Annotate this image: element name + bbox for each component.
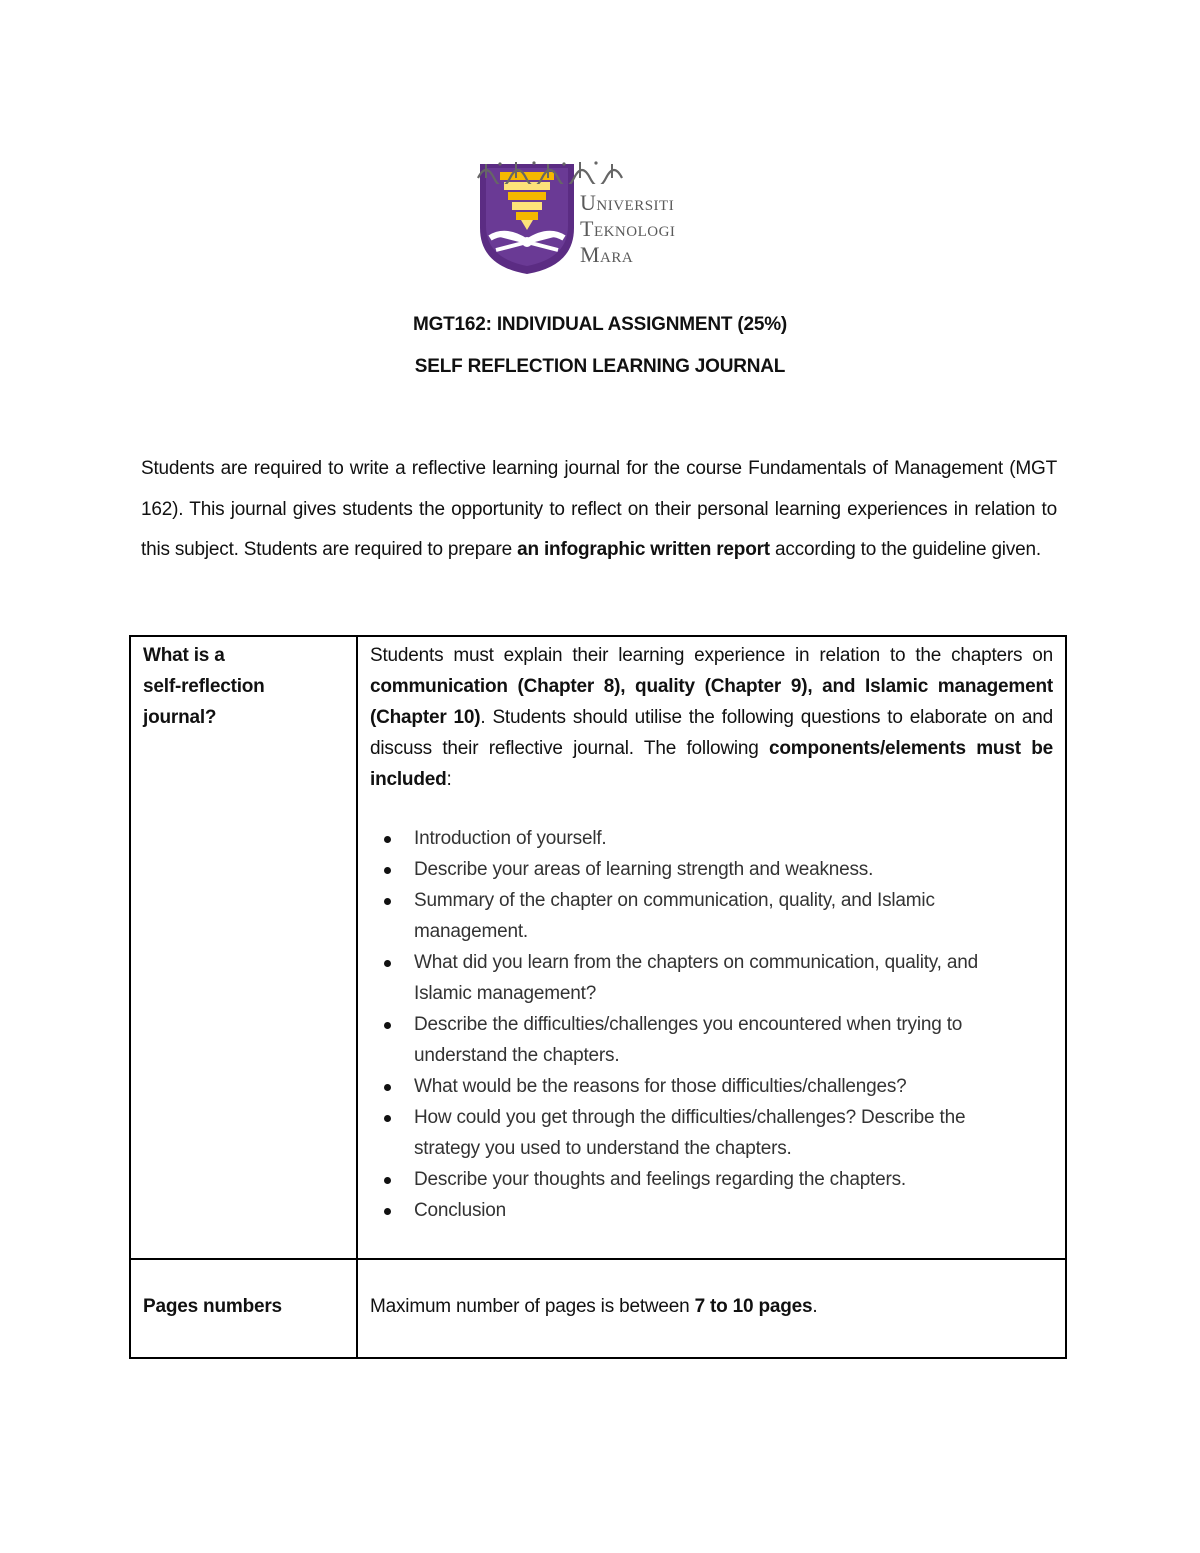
guideline-table (129, 635, 1067, 1359)
document-subtitle: SELF REFLECTION LEARNING JOURNAL (414, 356, 786, 377)
journal-description (370, 640, 1053, 795)
row-content-cell (357, 1259, 1066, 1358)
intro-paragraph (141, 449, 1057, 571)
intro-emphasis: an infographic written report (517, 539, 770, 560)
row-content-cell (357, 636, 1066, 1259)
description-text: Students must explain their learning experience in relation to the chapters on (370, 645, 1053, 666)
university-name (580, 190, 675, 268)
list-item: Conclusion (414, 1195, 1053, 1226)
pages-text: Maximum number of pages is between (370, 1296, 695, 1317)
row-label-line: journal? (143, 707, 217, 728)
jawi-script-wordmark (476, 158, 626, 184)
intro-text: Students are required to write a reflective learning journal for the course Fundamentals of Management (MGT 162). This journal gives students the opportunity to reflect on their personal learning experiences in relation to this subject. Students are required to prepare (141, 458, 1057, 560)
pages-description (370, 1291, 1053, 1322)
row-label-line: self-reflection (143, 676, 265, 697)
list-item: What would be the reasons for those difficulties/challenges? (414, 1071, 1053, 1102)
list-item: What did you learn from the chapters on communication, quality, and Islamic management? (414, 947, 1053, 1009)
description-text: : (446, 769, 452, 790)
list-item: Summary of the chapter on communication, quality, and Islamic management. (414, 885, 1053, 947)
row-label-cell (130, 1259, 357, 1358)
intro-text-end: according to the guideline given. (769, 539, 1041, 560)
pages-label: Pages numbers (143, 1296, 282, 1317)
university-name-line-3: Mara (580, 242, 634, 267)
pages-emphasis: 7 to 10 pages (694, 1296, 813, 1317)
components-emphasis: components/elements must be included (370, 738, 1053, 790)
table-row (130, 636, 1066, 1259)
component-list (370, 823, 1053, 1226)
uitm-logo (476, 158, 738, 276)
chapters-emphasis: communication (Chapter 8), quality (Chapter 9), and Islamic management (Chapter 10) (370, 676, 1053, 728)
university-name-line-2: Teknologi (580, 216, 676, 241)
row-label-line: What is a (143, 645, 225, 666)
pages-text-end: . (812, 1296, 818, 1317)
list-item: Describe your thoughts and feelings regarding the chapters. (414, 1164, 1053, 1195)
document-title: MGT162: INDIVIDUAL ASSIGNMENT (25%) (412, 314, 788, 335)
list-item: Introduction of yourself. (414, 823, 1053, 854)
list-item: Describe the difficulties/challenges you encountered when trying to understand the chapters. (414, 1009, 1053, 1071)
list-item: How could you get through the difficulties/challenges? Describe the strategy you used to understand the chapters. (414, 1102, 1053, 1164)
university-name-line-1: Universiti (580, 190, 675, 215)
table-row (130, 1259, 1066, 1358)
row-label-cell (130, 636, 357, 1259)
description-text: . Students should utilise the following questions to elaborate on and discuss their reflective journal. The following (370, 707, 1053, 759)
list-item: Describe your areas of learning strength and weakness. (414, 854, 1053, 885)
